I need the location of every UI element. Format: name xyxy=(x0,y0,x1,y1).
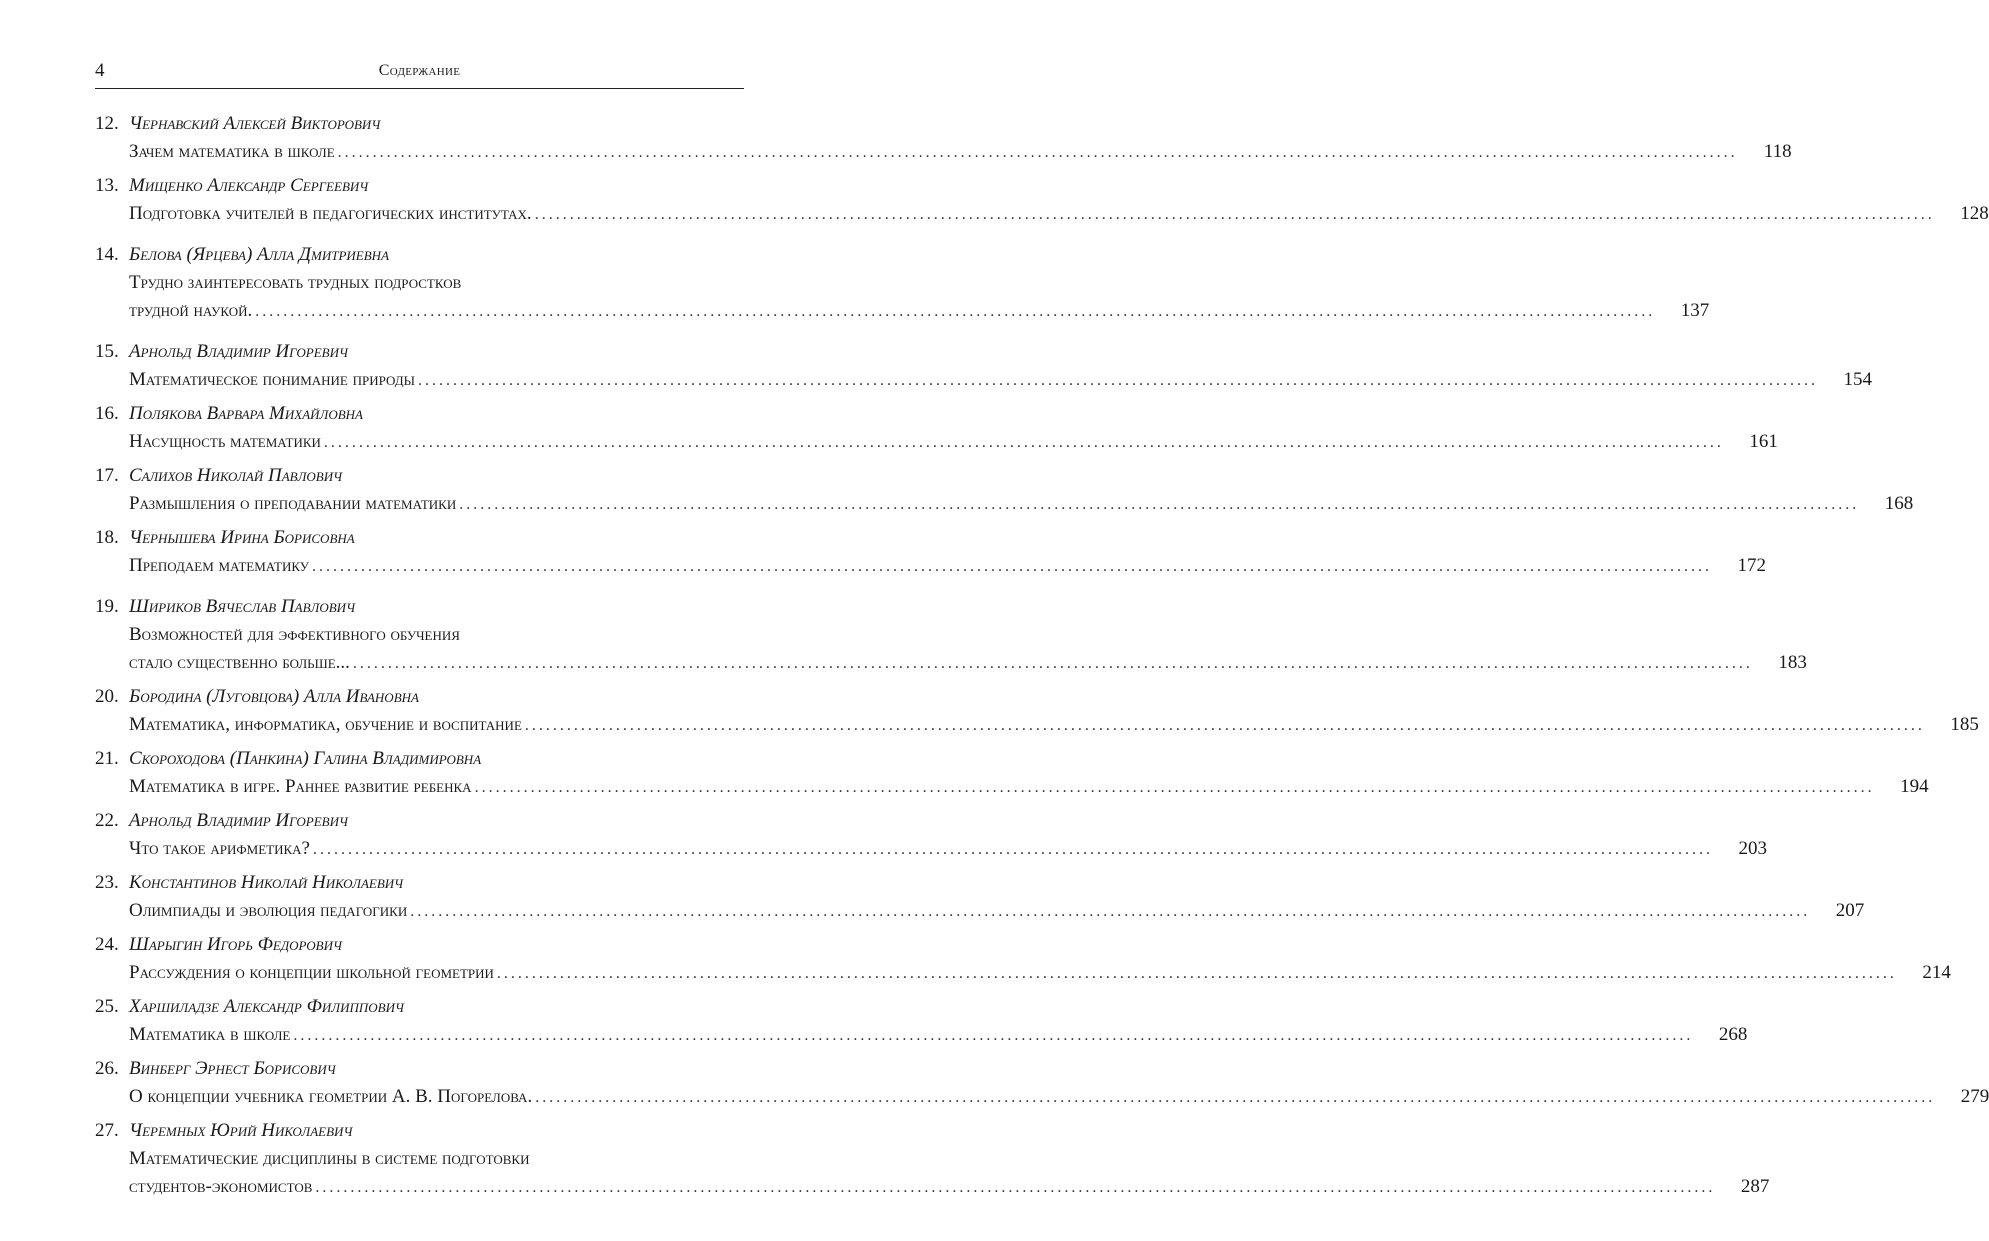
entry-title-line xyxy=(95,1145,744,1173)
entry-title: трудной наукой. xyxy=(129,300,253,321)
entry-number: 25. xyxy=(95,996,119,1017)
entry-author: Бородина (Луговцова) Алла Ивановна xyxy=(129,686,419,707)
entry-author-line xyxy=(95,1055,744,1083)
entry-author-line xyxy=(95,172,744,200)
entry-author: Константинов Николай Николаевич xyxy=(129,872,404,893)
entry-number: 15. xyxy=(95,341,119,362)
entry-author-line xyxy=(95,338,744,366)
entry-author: Шириков Вячеслав Павлович xyxy=(129,596,356,617)
entry-title: стало существенно больше... xyxy=(129,652,350,673)
dot-leader: ........................................................................................................................................................................................................ xyxy=(524,717,1925,734)
entry-number: 20. xyxy=(95,686,119,707)
entry-author-line xyxy=(95,593,744,621)
entry-author: Чернавский Алексей Викторович xyxy=(129,113,381,134)
dot-leader: ........................................................................................................................................................................................................ xyxy=(410,903,1811,920)
entry-author: Полякова Варвара Михайловна xyxy=(129,403,363,424)
entry-author: Чернышева Ирина Борисовна xyxy=(129,527,355,548)
entry-page-number[interactable]: 214 xyxy=(1922,962,1951,983)
dot-leader: ........................................................................................................................................................................................................ xyxy=(255,303,1656,320)
entry-title-line xyxy=(95,138,1792,166)
entry-number: 21. xyxy=(95,748,119,769)
toc-entry xyxy=(95,524,1766,580)
entry-title: Подготовка учителей в педагогических институтах. xyxy=(129,203,532,224)
entry-author: Салихов Николай Павлович xyxy=(129,465,343,486)
entry-page-number[interactable]: 172 xyxy=(1737,555,1766,576)
table-of-contents xyxy=(95,104,1989,1201)
entry-page-number[interactable]: 268 xyxy=(1718,1024,1748,1045)
entry-title-line xyxy=(95,200,1989,228)
entry-number: 26. xyxy=(95,1058,119,1079)
entry-title: Математика в игре. Раннее развитие ребенка xyxy=(129,776,472,797)
toc-entry xyxy=(95,172,1989,228)
toc-entry xyxy=(95,593,1807,677)
dot-leader: ........................................................................................................................................................................................................ xyxy=(315,1179,1716,1196)
entry-author: Шарыгин Игорь Федорович xyxy=(129,934,342,955)
entry-number: 17. xyxy=(95,465,119,486)
toc-entry xyxy=(95,869,1865,925)
entry-page-number[interactable]: 194 xyxy=(1900,776,1929,797)
entry-title: Математика, информатика, обучение и воспитание xyxy=(129,714,522,735)
entry-title-line xyxy=(95,897,1865,925)
entry-title: Трудно заинтересовать трудных подростков xyxy=(129,272,462,293)
entry-number: 12. xyxy=(95,113,119,134)
running-header xyxy=(95,60,744,89)
entry-number: 23. xyxy=(95,872,119,893)
dot-leader: ........................................................................................................................................................................................................ xyxy=(417,372,1818,389)
toc-entry xyxy=(95,993,1748,1049)
entry-title: Математика в школе xyxy=(129,1024,291,1045)
entry-number: 24. xyxy=(95,934,119,955)
entry-title: Зачем математика в школе xyxy=(129,141,335,162)
toc-entry xyxy=(95,807,1767,863)
page-number: 4 xyxy=(95,60,105,81)
entry-title-line xyxy=(95,297,1710,325)
entry-number: 18. xyxy=(95,527,119,548)
dot-leader: ........................................................................................................................................................................................................ xyxy=(312,841,1713,858)
entry-number: 27. xyxy=(95,1120,119,1141)
entry-title: Математические дисциплины в системе подготовки xyxy=(129,1148,530,1169)
entry-title: Возможностей для эффективного обучения xyxy=(129,624,460,645)
entry-number: 16. xyxy=(95,403,119,424)
entry-title: Что такое арифметика? xyxy=(129,838,310,859)
dot-leader: ........................................................................................................................................................................................................ xyxy=(474,779,1875,796)
dot-leader: ........................................................................................................................................................................................................ xyxy=(496,965,1897,982)
entry-author-line xyxy=(95,993,744,1021)
entry-title-line xyxy=(95,366,1872,394)
entry-number: 14. xyxy=(95,244,119,265)
entry-title-line xyxy=(95,1021,1748,1049)
entry-author-line xyxy=(95,241,744,269)
entry-author: Винберг Эрнест Борисович xyxy=(129,1058,336,1079)
toc-entry xyxy=(95,745,1929,801)
entry-author-line xyxy=(95,745,744,773)
entry-title-line xyxy=(95,621,744,649)
entry-title: Математическое понимание природы xyxy=(129,369,415,390)
entry-title: студентов-экономистов xyxy=(129,1176,313,1197)
dot-leader: ........................................................................................................................................................................................................ xyxy=(352,655,1753,672)
entry-title-line xyxy=(95,959,1951,987)
entry-title: Олимпиады и эволюция педагогики xyxy=(129,900,408,921)
entry-author-line xyxy=(95,683,744,711)
entry-title: Размышления о преподавании математики xyxy=(129,493,457,514)
entry-page-number[interactable]: 161 xyxy=(1749,431,1778,452)
entry-page-number[interactable]: 154 xyxy=(1843,369,1872,390)
entry-title-line xyxy=(95,552,1766,580)
dot-leader: ........................................................................................................................................................................................................ xyxy=(311,558,1712,575)
toc-entry xyxy=(95,1055,1989,1111)
entry-author-line xyxy=(95,524,744,552)
entry-page-number[interactable]: 118 xyxy=(1763,141,1792,162)
entry-author: Арнольд Владимир Игоревич xyxy=(129,810,348,831)
entry-title-line xyxy=(95,490,1914,518)
entry-author-line xyxy=(95,869,744,897)
entry-title-line xyxy=(95,711,1979,739)
running-title: Содержание xyxy=(378,62,461,79)
entry-page-number[interactable]: 183 xyxy=(1778,652,1807,673)
toc-entry xyxy=(95,338,1872,394)
entry-author: Скороходова (Панкина) Галина Владимировна xyxy=(129,748,482,769)
entry-title: Насущность математики xyxy=(129,431,321,452)
dot-leader: ........................................................................................................................................................................................................ xyxy=(337,144,1738,161)
entry-title-line xyxy=(95,649,1807,677)
entry-author: Арнольд Владимир Игоревич xyxy=(129,341,348,362)
entry-author: Харшиладзе Александр Филиппович xyxy=(129,996,404,1017)
entry-author-line xyxy=(95,1117,744,1145)
entry-page-number[interactable]: 207 xyxy=(1835,900,1865,921)
entry-number: 19. xyxy=(95,596,119,617)
entry-title-line xyxy=(95,1173,1770,1201)
entry-author-line xyxy=(95,462,744,490)
entry-page-number[interactable]: 137 xyxy=(1680,300,1710,321)
dot-leader: ........................................................................................................................................................................................................ xyxy=(459,496,1860,513)
toc-entry xyxy=(95,400,1778,456)
toc-entry xyxy=(95,1117,1770,1201)
toc-entry xyxy=(95,683,1979,739)
entry-title-line xyxy=(95,1083,1989,1111)
entry-title-line xyxy=(95,835,1767,863)
toc-entry xyxy=(95,241,1710,325)
entry-author: Мищенко Александр Сергеевич xyxy=(129,175,369,196)
toc-entry xyxy=(95,931,1951,987)
entry-title-line xyxy=(95,269,744,297)
entry-title-line xyxy=(95,428,1778,456)
entry-title: Преподаем математику xyxy=(129,555,309,576)
entry-page-number[interactable]: 287 xyxy=(1740,1176,1770,1197)
entry-author-line xyxy=(95,807,744,835)
entry-author-line xyxy=(95,400,744,428)
entry-author: Белова (Ярцева) Алла Дмитриевна xyxy=(129,244,390,265)
entry-number: 22. xyxy=(95,810,119,831)
dot-leader: ........................................................................................................................................................................................................ xyxy=(535,1089,1936,1106)
entry-page-number[interactable]: 168 xyxy=(1884,493,1914,514)
entry-title: Рассуждения о концепции школьной геометрии xyxy=(129,962,494,983)
entry-page-number[interactable]: 128 xyxy=(1960,203,1989,224)
entry-title: О концепции учебника геометрии А. В. Погорелова. xyxy=(129,1086,533,1107)
dot-leader: ........................................................................................................................................................................................................ xyxy=(293,1027,1694,1044)
entry-author: Черемных Юрий Николаевич xyxy=(129,1120,353,1141)
toc-entry xyxy=(95,462,1914,518)
toc-entry xyxy=(95,110,1792,166)
entry-page-number[interactable]: 185 xyxy=(1950,714,1979,735)
entry-number: 13. xyxy=(95,175,119,196)
dot-leader: ........................................................................................................................................................................................................ xyxy=(323,434,1724,451)
entry-page-number[interactable]: 279 xyxy=(1960,1086,1989,1107)
dot-leader: ........................................................................................................................................................................................................ xyxy=(534,206,1935,223)
entry-title-line xyxy=(95,773,1929,801)
entry-author-line xyxy=(95,931,744,959)
entry-page-number[interactable]: 203 xyxy=(1738,838,1767,859)
entry-author-line xyxy=(95,110,744,138)
